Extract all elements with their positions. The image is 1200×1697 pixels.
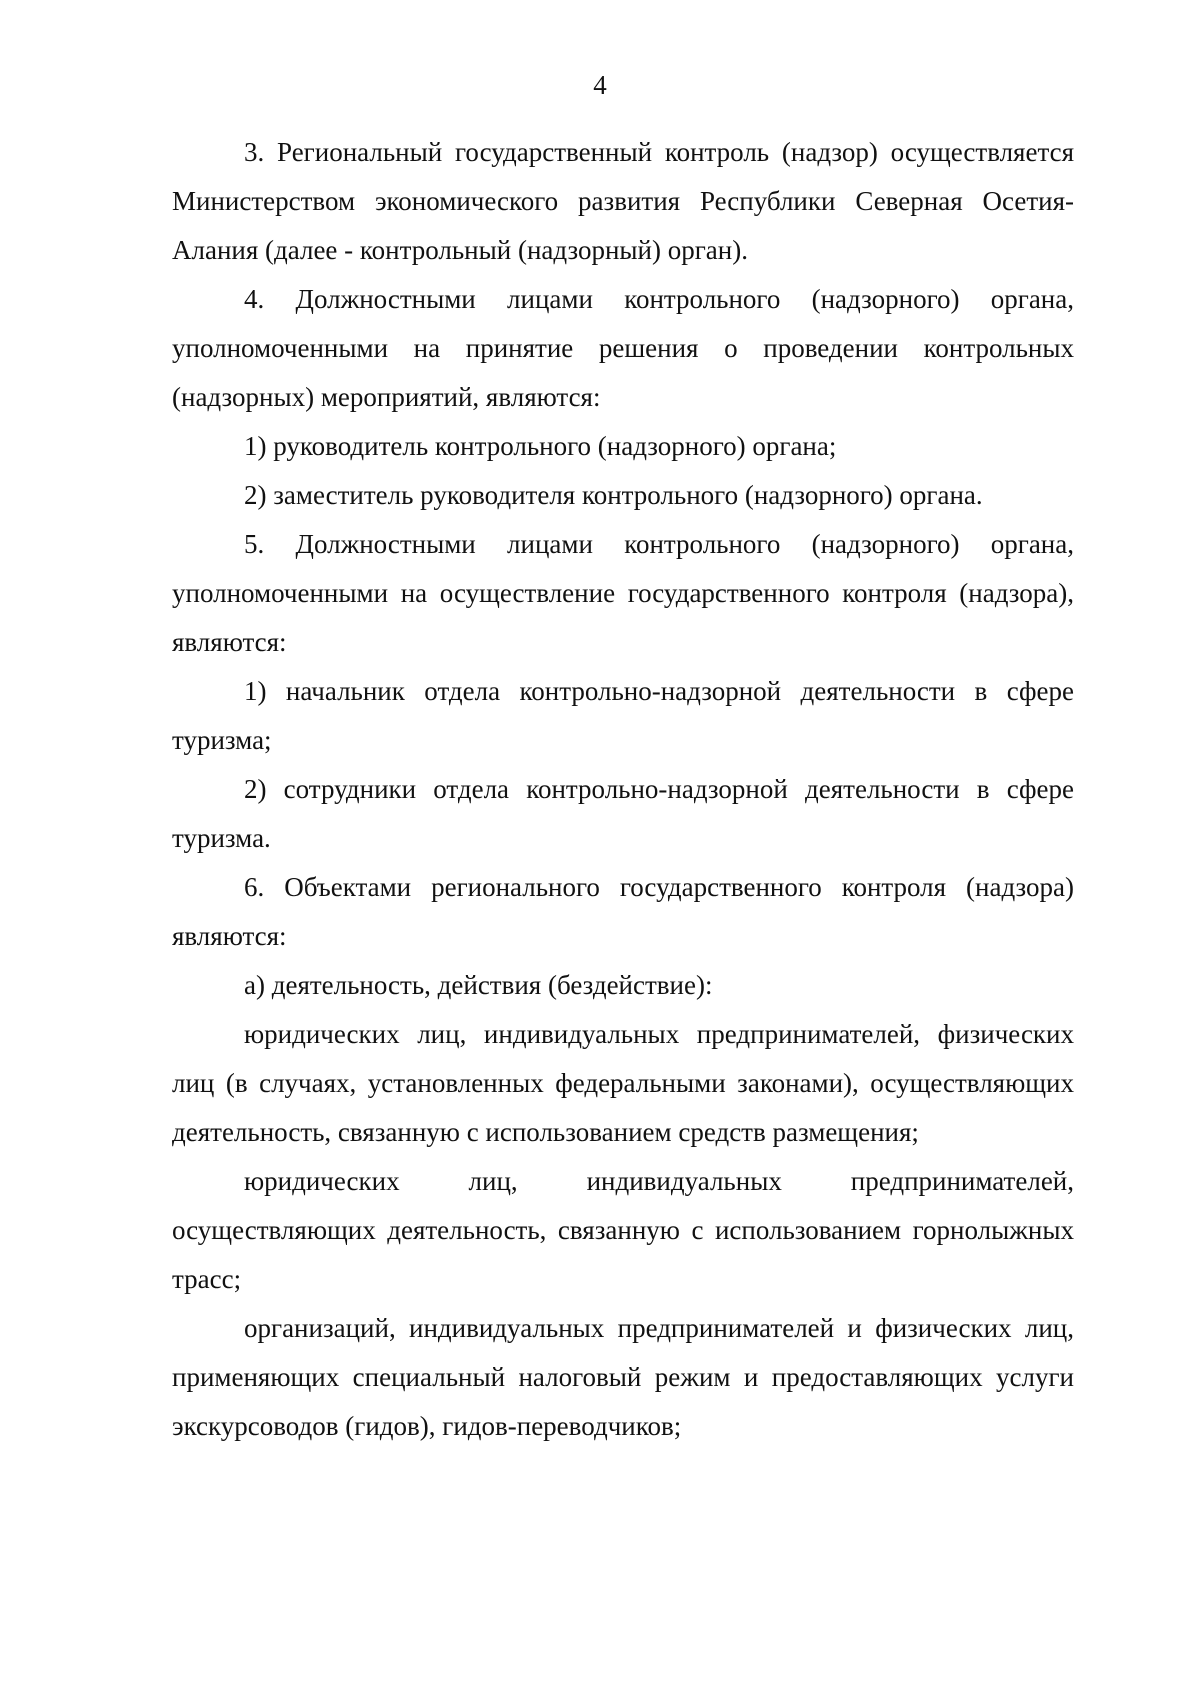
paragraph-item-5-2: 2) сотрудники отдела контрольно-надзорной деятельности в сфере туризма. (172, 774, 1074, 853)
paragraph-item-6-a-3: организаций, индивидуальных предпринимателей и физических лиц, применяющих специальный налоговый режим и предоставляющих услуги экскурсоводов (гидов), гидов-переводчиков; (172, 1313, 1074, 1441)
paragraph-item-3: 3. Региональный государственный контроль (надзор) осуществляется Министерством экономического развития Республики Северная Осетия-Алания (далее - контрольный (надзорный) орган). (172, 137, 1074, 265)
paragraph-item-4: 4. Должностными лицами контрольного (надзорного) органа, уполномоченными на принятие решения о проведении контрольных (надзорных) мероприятий, являются: (172, 284, 1074, 412)
paragraph-item-6-a-1: юридических лиц, индивидуальных предпринимателей, физических лиц (в случаях, установленных федеральными законами), осуществляющих деятельность, связанную с использованием средств размещения; (172, 1019, 1074, 1147)
paragraph-item-6-a-2: юридических лиц, индивидуальных предпринимателей, осуществляющих деятельность, связанную с использованием горнолыжных трасс; (172, 1166, 1074, 1294)
paragraph-item-6-a: а) деятельность, действия (бездействие): (244, 970, 713, 1000)
paragraph-item-5: 5. Должностными лицами контрольного (надзорного) органа, уполномоченными на осуществление государственного контроля (надзора), являются: (172, 529, 1074, 657)
paragraph-item-4-2: 2) заместитель руководителя контрольного (надзорного) органа. (244, 480, 983, 510)
paragraph-item-5-1: 1) начальник отдела контрольно-надзорной деятельности в сфере туризма; (172, 676, 1074, 755)
page-number: 4 (593, 70, 607, 100)
document-body (172, 128, 1074, 1451)
paragraph-item-6: 6. Объектами регионального государственного контроля (надзора) являются: (172, 872, 1074, 951)
paragraph-item-4-1: 1) руководитель контрольного (надзорного) органа; (244, 431, 837, 461)
